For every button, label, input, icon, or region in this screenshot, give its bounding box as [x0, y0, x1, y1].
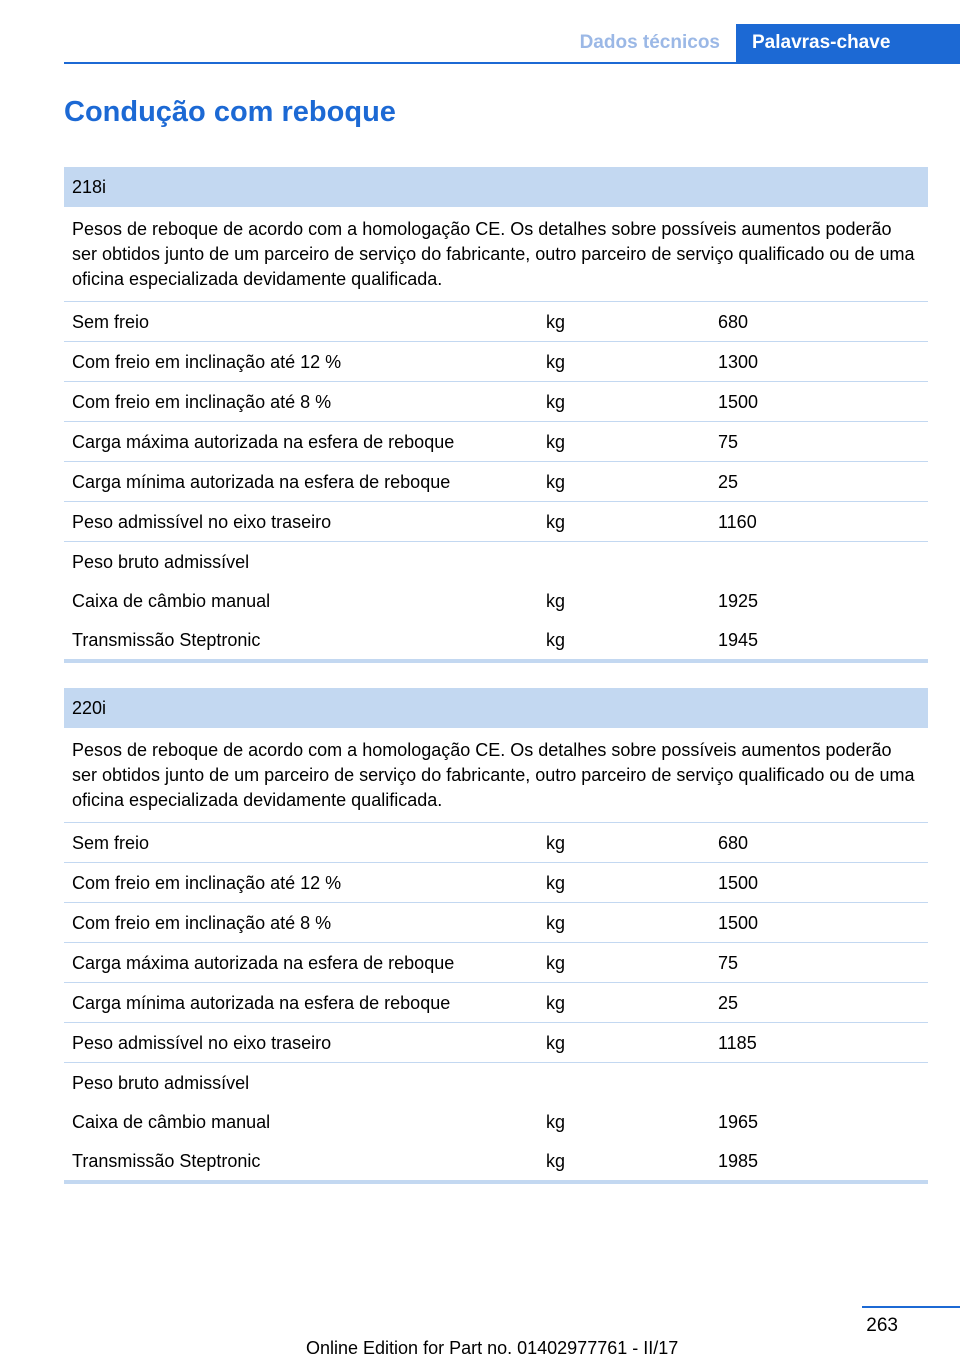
- table-row: Transmissão Steptronic kg 1945: [72, 630, 759, 650]
- page-number-rule: [862, 1306, 960, 1308]
- table-row: Carga máxima autorizada na esfera de reboque kg 75: [64, 422, 928, 462]
- table-row: Carga máxima autorizada na esfera de reboque kg 75: [64, 943, 928, 983]
- page-number: 263: [866, 1315, 898, 1336]
- table-row: Com freio em inclinação até 8 % kg 1500: [64, 382, 928, 422]
- towing-table-220i: [64, 688, 928, 1184]
- table-row: Com freio em inclinação até 12 % kg 1500: [64, 863, 928, 903]
- table-row: Peso admissível no eixo traseiro kg 1185: [64, 1023, 928, 1063]
- table-row: Carga mínima autorizada na esfera de reboque kg 25: [64, 462, 928, 502]
- table-row: Com freio em inclinação até 8 % kg 1500: [64, 903, 928, 943]
- table-row: Transmissão Steptronic kg 1985: [72, 1151, 759, 1171]
- table-description: Pesos de reboque de acordo com a homologação CE. Os detalhes sobre possíveis aumentos poderão ser obtidos junto de um parceiro de serviço do fabricante, outro parceiro de serviço qualificado ou de uma oficina especializada devidamente qualificada.: [64, 728, 928, 823]
- edition-note: Online Edition for Part no. 01402977761 - II/17: [306, 1338, 679, 1358]
- table-row: Sem freio kg 680: [64, 302, 928, 342]
- table-row: Caixa de câmbio manual kg 1965: [72, 1112, 759, 1132]
- table-row: Com freio em inclinação até 12 % kg 1300: [64, 342, 928, 382]
- table-row: Carga mínima autorizada na esfera de reboque kg 25: [64, 983, 928, 1023]
- tab-dados-tecnicos[interactable]: Dados técnicos: [579, 32, 720, 53]
- gross-weight-label: Peso bruto admissível: [72, 552, 250, 572]
- tab-palavras-chave[interactable]: Palavras-chave: [736, 24, 960, 62]
- gross-weight-label: Peso bruto admissível: [72, 1073, 250, 1093]
- table-description: Pesos de reboque de acordo com a homologação CE. Os detalhes sobre possíveis aumentos poderão ser obtidos junto de um parceiro de serviço do fabricante, outro parceiro de serviço qualificado ou de uma oficina especializada devidamente qualificada.: [64, 207, 928, 302]
- table-row: Caixa de câmbio manual kg 1925: [72, 591, 759, 611]
- towing-table-218i: [64, 167, 928, 663]
- table-row: Peso admissível no eixo traseiro kg 1160: [64, 502, 928, 542]
- table-row: Sem freio kg 680: [64, 823, 928, 863]
- top-navigation: [64, 24, 960, 64]
- model-header: 220i: [64, 688, 928, 728]
- model-header: 218i: [64, 167, 928, 207]
- page-title: Condução com reboque: [64, 96, 396, 128]
